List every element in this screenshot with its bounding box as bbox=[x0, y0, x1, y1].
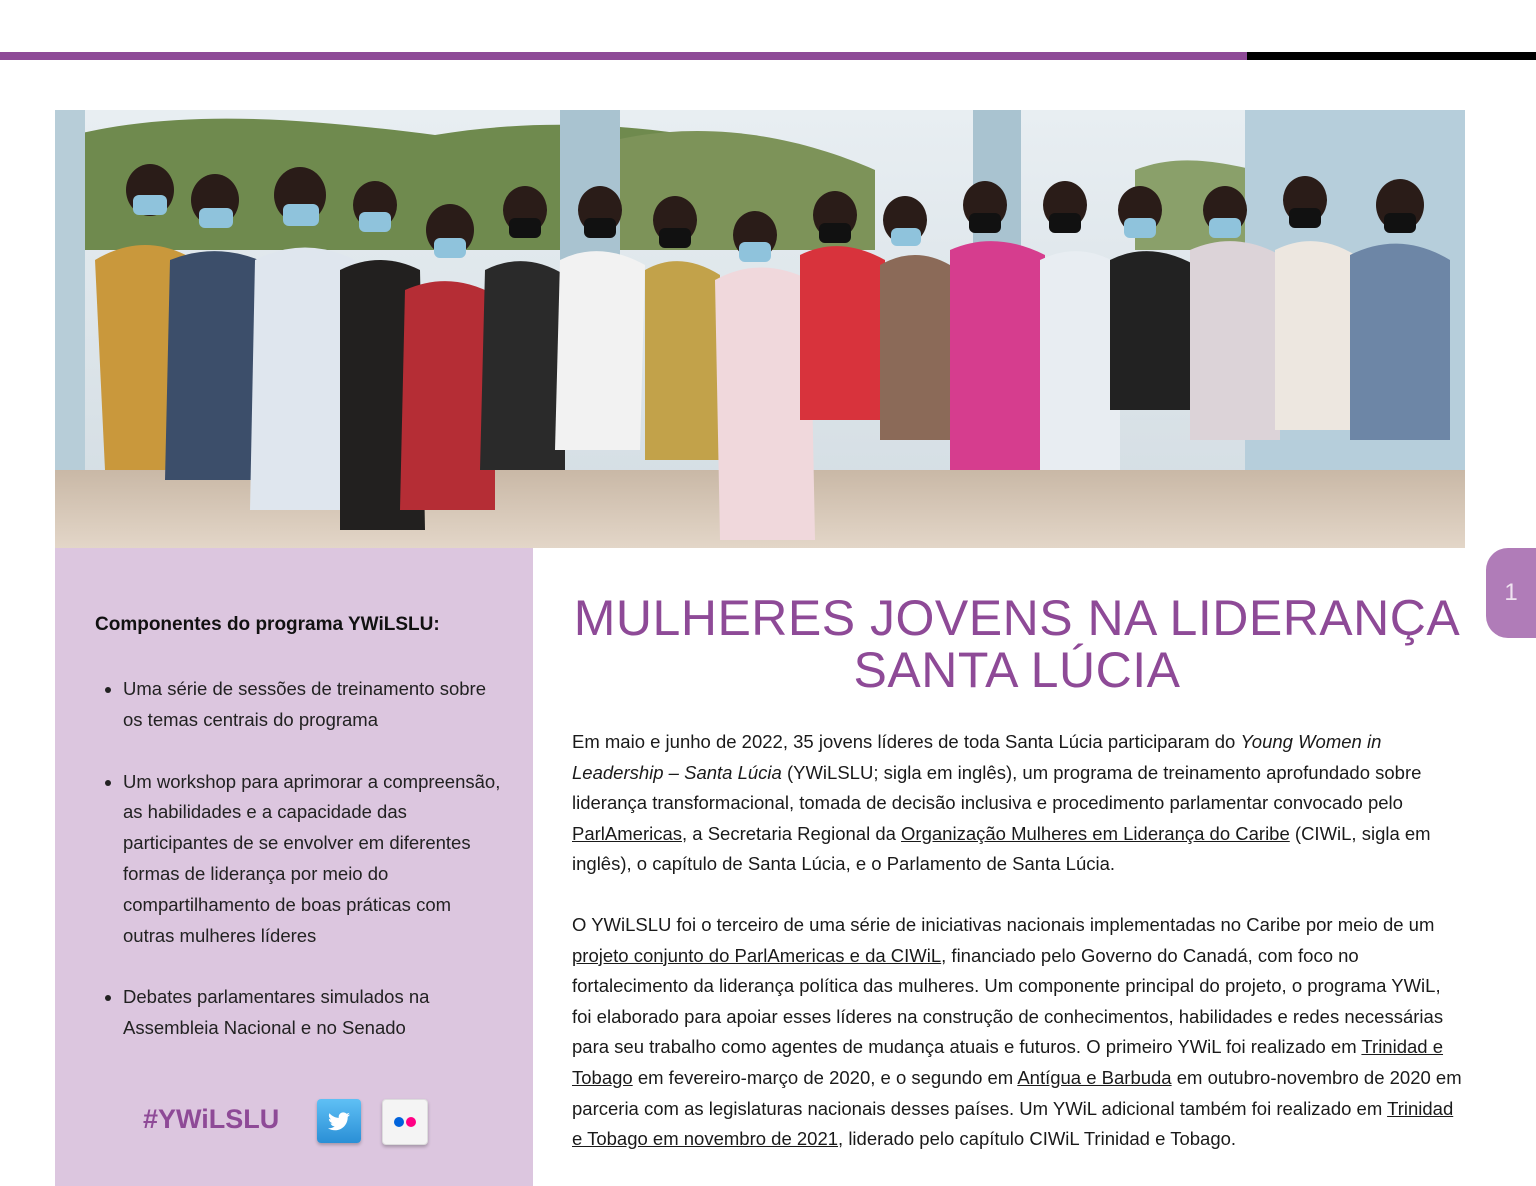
group-photo-illustration bbox=[55, 110, 1465, 548]
ciwil-link[interactable]: Organização Mulheres em Liderança do Caribe bbox=[901, 822, 1290, 844]
parlamericas-link[interactable]: ParlAmericas bbox=[572, 822, 682, 844]
text-run: Em maio e junho de 2022, 35 jovens líderes de toda Santa Lúcia participaram do bbox=[572, 731, 1241, 752]
list-item: • Uma série de sessões de treinamento sobre os temas centrais do programa bbox=[123, 674, 503, 736]
title-line-2: SANTA LÚCIA bbox=[853, 642, 1181, 698]
twitter-button[interactable] bbox=[317, 1099, 361, 1143]
text-run: O YWiLSLU foi o terceiro de uma série de iniciativas nacionais implementadas no Caribe por meio de um bbox=[572, 913, 1435, 935]
top-rule-black bbox=[1247, 52, 1536, 60]
text-run: , a Secretaria Regional da bbox=[682, 822, 902, 844]
list-item: • Um workshop para aprimorar a compreensão, as habilidades e a capacidade das participantes de se envolver em diferentes formas de liderança por meio do compartilhamento de boas práticas com outras mulheres líderes bbox=[123, 767, 503, 952]
text-run: , financiado pelo Governo do Canadá, com foco no fortalecimento da liderança política das mulheres. Um componente principal do projeto, o programa YWiL, foi elaborado para apoiar esses líderes na construção de conhecimentos, habilidades e redes necessárias para seu trabalho como agentes de mudança atuais e futuros. O primeiro YWiL foi realizado em bbox=[572, 944, 1444, 1058]
top-rule-purple bbox=[0, 52, 1247, 60]
page-title bbox=[572, 592, 1462, 696]
flickr-icon bbox=[383, 1100, 427, 1144]
text-run: em outubro-novembro de 2020 em parceria com as legislaturas nacionais desses países. Um YWiL adicional também foi realizado em bbox=[572, 1066, 1462, 1119]
hashtag: #YWiLSLU bbox=[143, 1104, 280, 1134]
text-run: (YWiLSLU; sigla em inglês), um programa de treinamento aprofundado sobre liderança transformacional, tomada de decisão inclusiva e procedimento parlamentar convocado pelo bbox=[572, 761, 1422, 814]
twitter-icon bbox=[317, 1099, 361, 1143]
trinidad-tobago-link[interactable]: Trinidad e Tobago bbox=[572, 1036, 1444, 1088]
program-components-panel bbox=[55, 548, 533, 1186]
list-item: • Debates parlamentares simulados na Assembleia Nacional e no Senado bbox=[123, 982, 503, 1044]
paragraph-1 bbox=[572, 727, 1462, 880]
paragraph-2 bbox=[572, 910, 1462, 1155]
group-photo bbox=[55, 110, 1465, 548]
title-line-1: MULHERES JOVENS NA LIDERANÇA bbox=[573, 590, 1461, 646]
page-number: 1 bbox=[1504, 579, 1518, 606]
top-rule bbox=[0, 52, 1536, 60]
antigua-barbuda-link[interactable]: Antígua e Barbuda bbox=[1017, 1066, 1172, 1088]
components-heading: Componentes do programa YWiLSLU: bbox=[95, 614, 440, 635]
trinidad-tobago-2021-link[interactable]: Trinidad e Tobago em novembro de 2021 bbox=[572, 1097, 1454, 1150]
program-name-italic: Young Women in Leadership – Santa Lúcia bbox=[572, 731, 1382, 783]
article-body bbox=[572, 727, 1462, 1185]
text-run: em fevereiro-março de 2020, e o segundo em bbox=[632, 1066, 1018, 1088]
flickr-button[interactable] bbox=[382, 1099, 428, 1145]
text-run: (CIWiL, sigla em inglês), o capítulo de Santa Lúcia, e o Parlamento de Santa Lúcia. bbox=[572, 822, 1431, 875]
joint-project-link[interactable]: projeto conjunto do ParlAmericas e da CIWiL bbox=[572, 944, 942, 966]
text-run: , liderado pelo capítulo CIWiL Trinidad e Tobago. bbox=[838, 1128, 1237, 1150]
components-list bbox=[95, 674, 503, 1075]
page-number-tab bbox=[1486, 548, 1536, 638]
